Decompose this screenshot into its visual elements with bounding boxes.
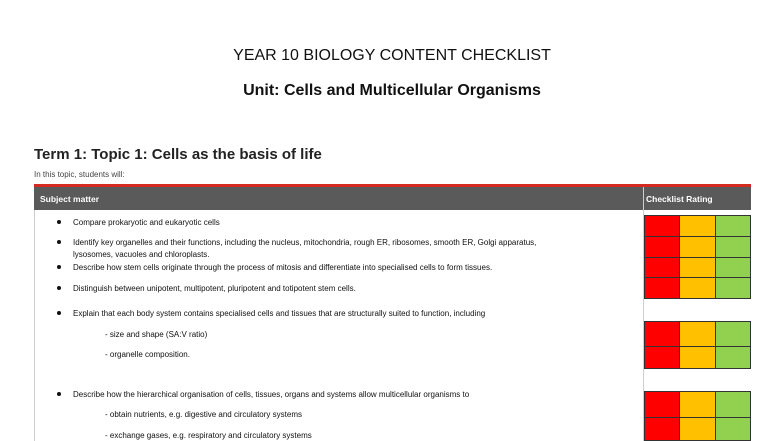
- rating-green[interactable]: [716, 391, 751, 418]
- bullet-icon: [57, 220, 61, 224]
- rating-amber[interactable]: [680, 417, 715, 441]
- bullet-icon: [57, 311, 61, 315]
- list-sub-item: - organelle composition.: [105, 350, 190, 359]
- rating-red[interactable]: [644, 417, 680, 441]
- rating-row: [644, 236, 751, 258]
- document-title: YEAR 10 BIOLOGY CONTENT CHECKLIST: [233, 47, 551, 64]
- rating-green[interactable]: [716, 236, 751, 258]
- bullet-icon: [57, 392, 61, 396]
- unit-subtitle: Unit: Cells and Multicellular Organisms: [243, 82, 541, 99]
- rating-amber[interactable]: [680, 257, 715, 278]
- rating-green[interactable]: [716, 277, 751, 299]
- rating-green[interactable]: [716, 257, 751, 278]
- rating-green[interactable]: [716, 346, 751, 369]
- rating-amber[interactable]: [680, 321, 715, 347]
- bullet-icon: [57, 286, 61, 290]
- topic-intro: In this topic, students will:: [34, 170, 125, 179]
- header-rating: Checklist Rating: [644, 187, 751, 210]
- rating-red[interactable]: [644, 277, 680, 299]
- list-item: Distinguish between unipotent, multipotent, pluripotent and totipotent stem cells.: [73, 284, 356, 293]
- list-item: Describe how the hierarchical organisation of cells, tissues, organs and systems allow multicellular organisms to: [73, 390, 470, 399]
- rating-row: [644, 277, 751, 299]
- rating-amber[interactable]: [680, 236, 715, 258]
- topic-heading: Term 1: Topic 1: Cells as the basis of life: [34, 146, 322, 163]
- list-sub-item: - exchange gases, e.g. respiratory and circulatory systems: [105, 431, 312, 440]
- rating-row: [644, 257, 751, 278]
- rating-row: [644, 215, 751, 237]
- list-item-continuation: lysosomes, vacuoles and chloroplasts.: [73, 250, 210, 259]
- rating-red[interactable]: [644, 215, 680, 237]
- rating-red[interactable]: [644, 236, 680, 258]
- rating-row: [644, 346, 751, 369]
- rating-green[interactable]: [716, 417, 751, 441]
- rating-red[interactable]: [644, 321, 680, 347]
- table-left-border: [34, 210, 35, 441]
- rating-row: [644, 321, 751, 347]
- rating-green[interactable]: [716, 215, 751, 237]
- list-item: Compare prokaryotic and eukaryotic cells: [73, 218, 220, 227]
- header-subject: Subject matter: [34, 187, 643, 210]
- list-item: Explain that each body system contains specialised cells and tissues that are structurally suited to function, including: [73, 309, 486, 318]
- bullet-icon: [57, 240, 61, 244]
- rating-red[interactable]: [644, 391, 680, 418]
- list-sub-item: - size and shape (SA:V ratio): [105, 330, 208, 339]
- rating-green[interactable]: [716, 321, 751, 347]
- rating-amber[interactable]: [680, 391, 715, 418]
- rating-amber[interactable]: [680, 346, 715, 369]
- bullet-icon: [57, 265, 61, 269]
- list-sub-item: - obtain nutrients, e.g. digestive and circulatory systems: [105, 410, 302, 419]
- rating-red[interactable]: [644, 257, 680, 278]
- list-item: Describe how stem cells originate through the process of mitosis and differentiate into specialised cells to form tissues.: [73, 263, 493, 272]
- rating-amber[interactable]: [680, 215, 715, 237]
- rating-amber[interactable]: [680, 277, 715, 299]
- rating-row: [644, 391, 751, 418]
- rating-red[interactable]: [644, 346, 680, 369]
- list-item: Identify key organelles and their functions, including the nucleus, mitochondria, rough ER, ribosomes, smooth ER, Golgi apparatus,: [73, 238, 537, 247]
- rating-row: [644, 417, 751, 441]
